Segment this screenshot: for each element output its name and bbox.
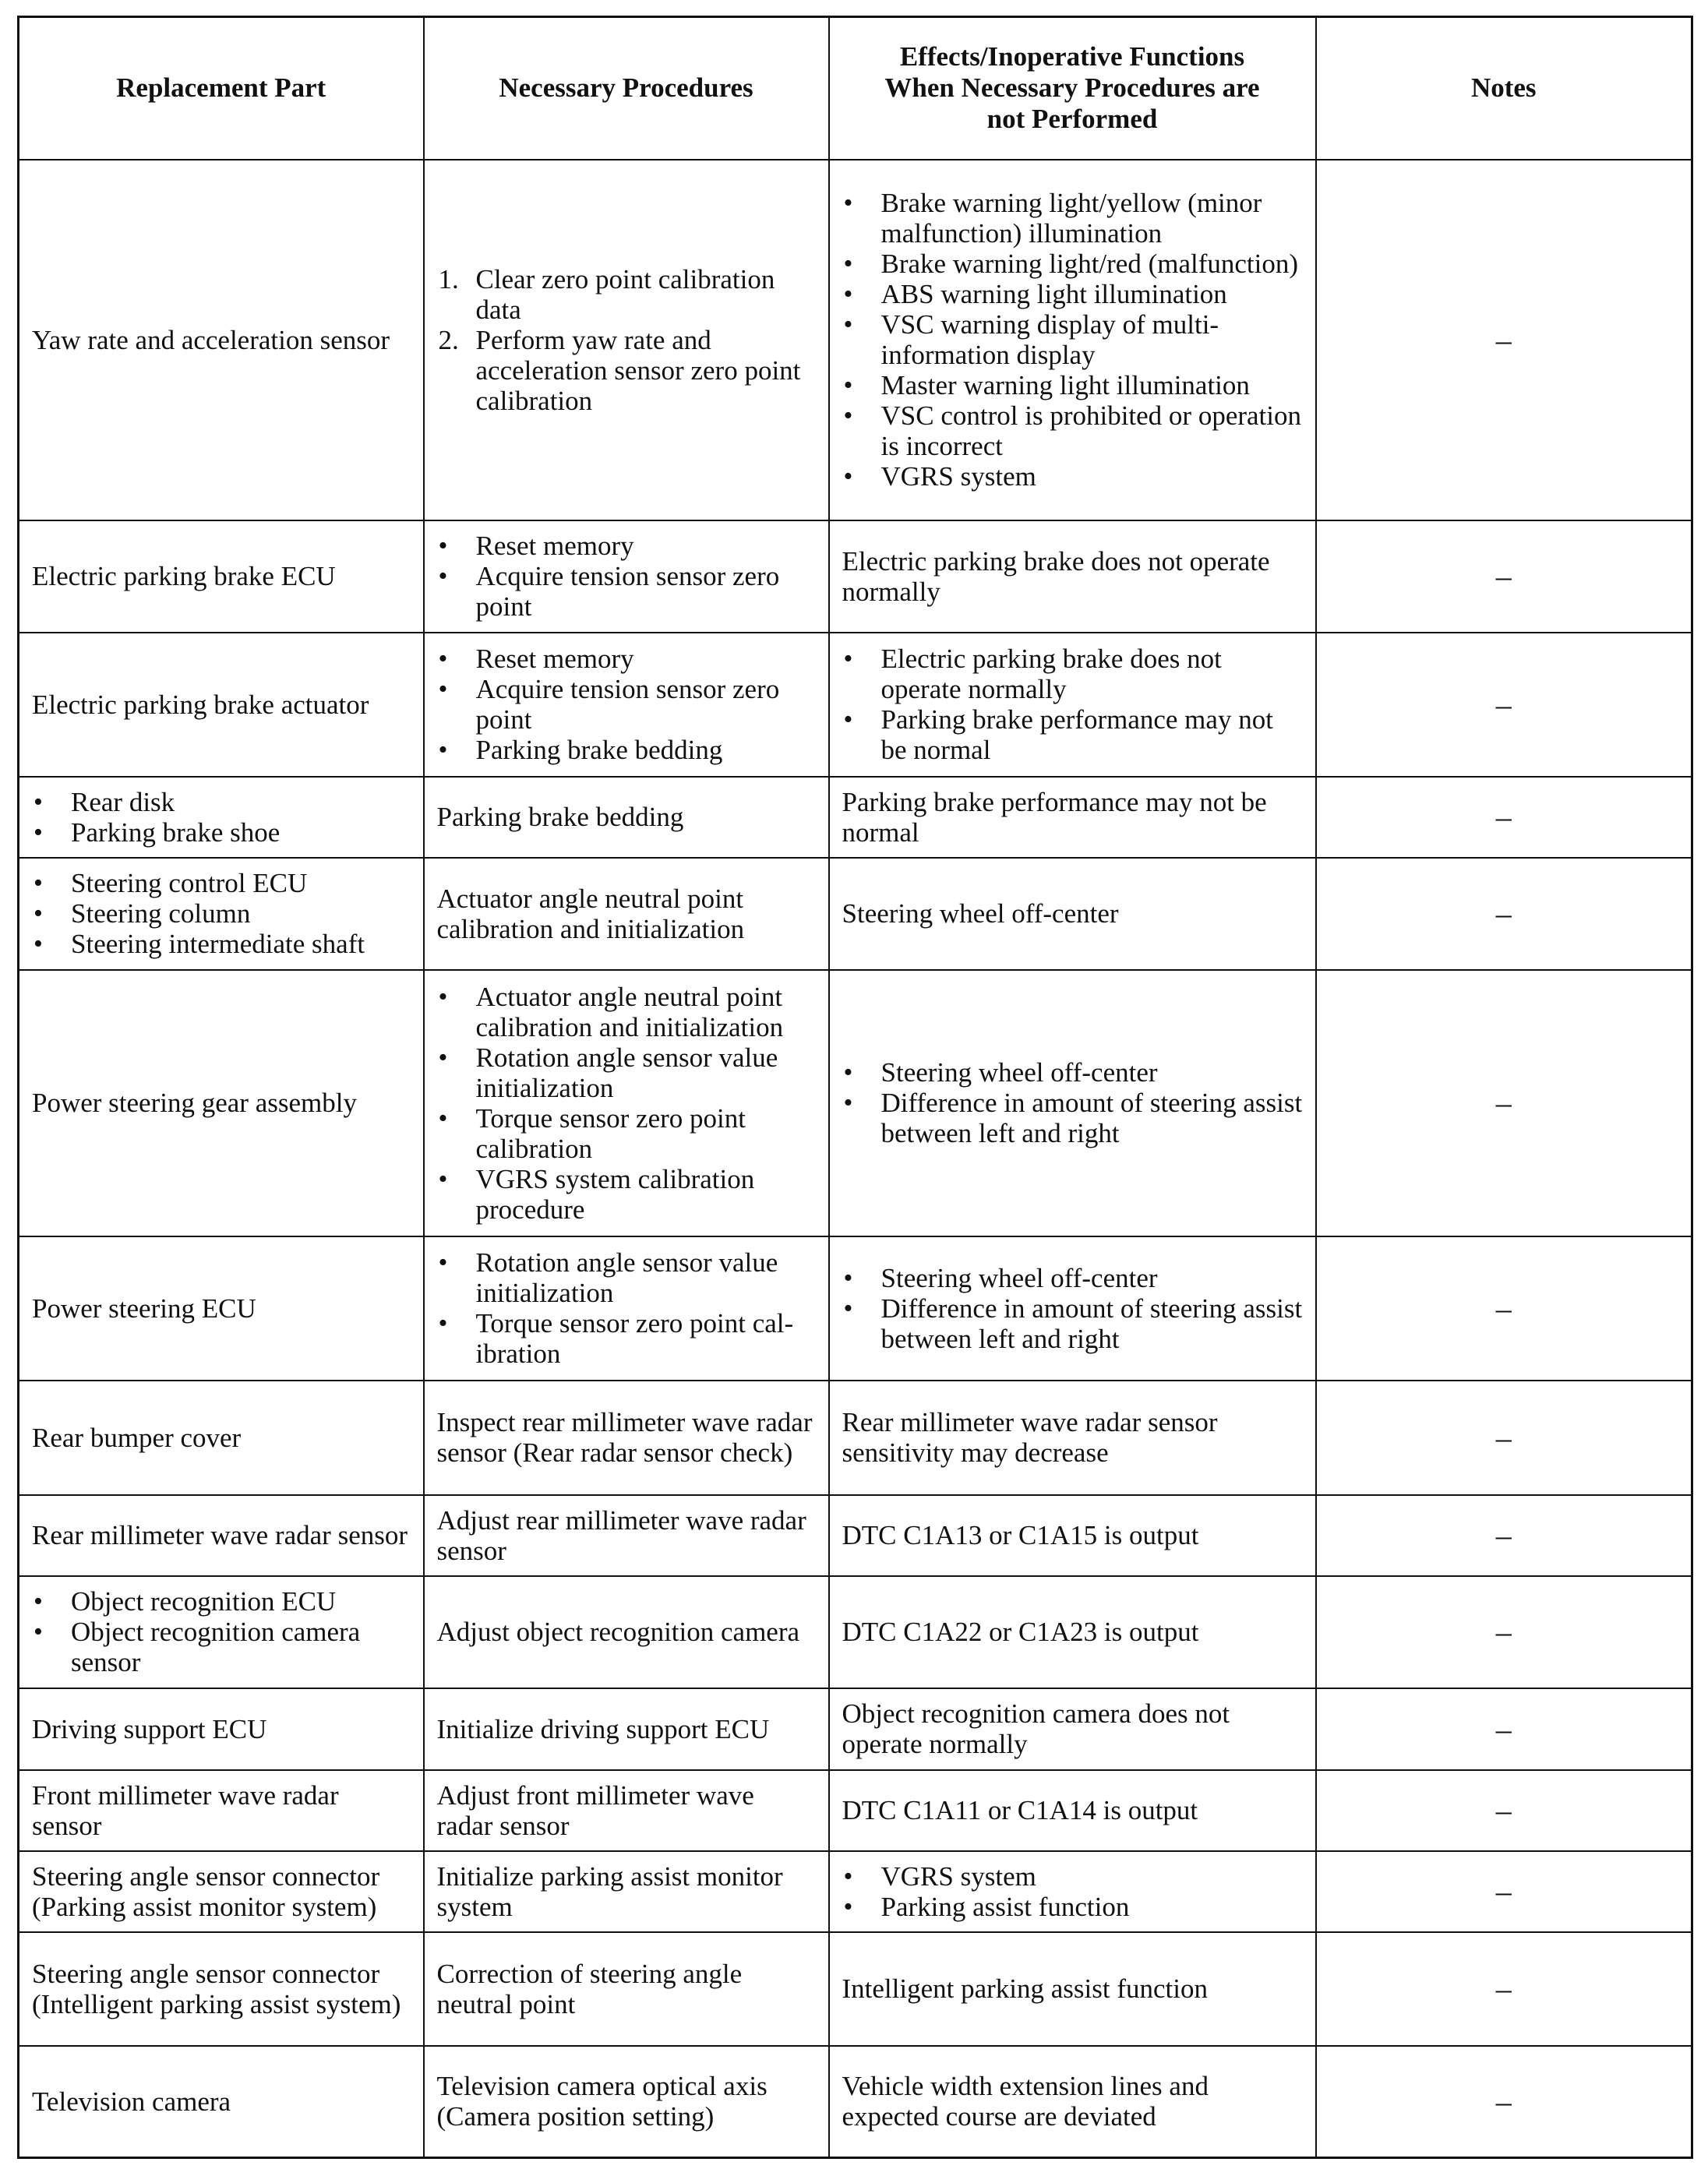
bullet-list	[842, 188, 1303, 492]
cell-necessary-procedures: Correction of steering angle neutral point	[424, 1932, 829, 2046]
list-item	[842, 461, 1303, 492]
list-item-text: Difference in amount of steering assist between left and right	[880, 1293, 1303, 1354]
cell-replacement-part: Rear millimeter wave radar sensor	[19, 1495, 424, 1576]
bullet-list	[842, 644, 1303, 765]
cell-replacement-part	[19, 858, 424, 970]
list-item-text: VGRS system	[880, 1860, 1036, 1892]
header-effects: Effects/Inoperative Functions When Necessary Procedures are not Performed	[829, 17, 1316, 160]
cell-necessary-procedures: Inspect rear millimeter wave radar sensor (Rear radar sensor check)	[424, 1381, 829, 1495]
cell-notes: –	[1316, 1851, 1692, 1932]
cell-notes: –	[1316, 1576, 1692, 1688]
bullet-list	[32, 787, 411, 848]
cell-effects: Electric parking brake does not operate normally	[829, 520, 1316, 633]
list-item-text: Parking assist function	[880, 1891, 1130, 1922]
list-item-text: Steering intermediate shaft	[71, 929, 365, 959]
table-row	[19, 1851, 1692, 1932]
table-row	[19, 1576, 1692, 1688]
cell-necessary-procedures: Adjust object recognition camera	[424, 1576, 829, 1688]
table-row	[19, 1688, 1692, 1770]
cell-effects	[829, 633, 1316, 777]
list-item	[842, 704, 1303, 765]
cell-notes: –	[1316, 633, 1692, 777]
list-item-text: Acquire tension sensor zero point	[475, 674, 780, 735]
list-item	[842, 309, 1303, 370]
list-item-text: Torque sensor zero point cal-ibration	[475, 1308, 794, 1369]
cell-necessary-procedures	[424, 970, 829, 1236]
list-item	[32, 868, 411, 898]
numbered-list	[437, 264, 816, 416]
list-item	[842, 370, 1303, 400]
table-body	[19, 160, 1692, 2158]
list-item-text: Brake warning light/red (malfunction)	[880, 249, 1299, 279]
cell-effects	[829, 160, 1316, 520]
list-item-text: VGRS system calibration procedure	[475, 1163, 755, 1225]
cell-replacement-part: Yaw rate and acceleration sensor	[19, 160, 424, 520]
list-number: 1.	[438, 263, 459, 294]
table-row	[19, 1495, 1692, 1576]
cell-replacement-part: Electric parking brake actuator	[19, 633, 424, 777]
list-item-text: Reset memory	[475, 644, 634, 674]
cell-necessary-procedures	[424, 160, 829, 520]
table-row	[19, 2046, 1692, 2158]
list-item	[842, 1263, 1303, 1293]
list-item	[437, 644, 816, 674]
table-row	[19, 633, 1692, 777]
list-item-text: Master warning light illumination	[880, 370, 1250, 400]
cell-effects: DTC C1A13 or C1A15 is output	[829, 1495, 1316, 1576]
list-item-text: Rotation angle sensor value initialization	[475, 1042, 778, 1103]
list-item	[842, 400, 1303, 461]
list-item	[437, 1247, 816, 1308]
cell-effects	[829, 1851, 1316, 1932]
cell-notes: –	[1316, 1932, 1692, 2046]
bullet-list	[437, 982, 816, 1225]
list-number: 2.	[438, 324, 459, 355]
cell-replacement-part: Driving support ECU	[19, 1688, 424, 1770]
cell-replacement-part: Steering angle sensor connector (Intelligent parking assist system)	[19, 1932, 424, 2046]
cell-necessary-procedures: Parking brake bedding	[424, 777, 829, 858]
cell-notes: –	[1316, 858, 1692, 970]
list-item-text: VSC warning display of multi-information display	[880, 309, 1219, 370]
list-item-text: Steering wheel off-center	[880, 1057, 1158, 1088]
list-item	[32, 787, 411, 817]
bullet-list	[437, 531, 816, 622]
cell-necessary-procedures: Adjust rear millimeter wave radar sensor	[424, 1495, 829, 1576]
cell-effects: Intelligent parking assist function	[829, 1932, 1316, 2046]
cell-replacement-part: Television camera	[19, 2046, 424, 2158]
list-item-text: Object recognition ECU	[71, 1586, 337, 1617]
list-item-text: Steering wheel off-center	[880, 1262, 1158, 1293]
list-item-text: ABS warning light illumination	[880, 279, 1227, 309]
list-item	[32, 929, 411, 959]
cell-replacement-part: Rear bumper cover	[19, 1381, 424, 1495]
list-item-text: VGRS system	[880, 461, 1036, 492]
header-notes: Notes	[1316, 17, 1692, 160]
cell-notes: –	[1316, 970, 1692, 1236]
cell-necessary-procedures: Initialize driving support ECU	[424, 1688, 829, 1770]
list-item	[842, 1892, 1303, 1922]
list-item-text: Difference in amount of steering assist between left and right	[880, 1088, 1303, 1148]
list-item	[32, 898, 411, 929]
cell-necessary-procedures: Television camera optical axis (Camera position setting)	[424, 2046, 829, 2158]
list-item	[437, 982, 816, 1042]
cell-necessary-procedures: Actuator angle neutral point calibration and initialization	[424, 858, 829, 970]
table-row	[19, 1236, 1692, 1381]
list-item	[842, 1057, 1303, 1088]
cell-replacement-part	[19, 1576, 424, 1688]
list-item-text: Acquire tension sensor zero point	[475, 561, 780, 622]
list-item	[842, 1293, 1303, 1354]
bullet-list	[32, 1586, 411, 1677]
cell-replacement-part: Power steering gear assembly	[19, 970, 424, 1236]
table-row	[19, 1770, 1692, 1851]
table-row	[19, 777, 1692, 858]
list-item-text: Clear zero point calibration data	[475, 263, 775, 325]
list-item-text: VSC control is prohibited or operation is incorrect	[880, 400, 1302, 461]
cell-notes: –	[1316, 520, 1692, 633]
bullet-list	[842, 1861, 1303, 1922]
list-item-text: Object recognition camera sensor	[71, 1617, 361, 1677]
bullet-list	[437, 644, 816, 765]
header-row	[19, 17, 1692, 160]
cell-necessary-procedures	[424, 633, 829, 777]
cell-notes: –	[1316, 2046, 1692, 2158]
list-item-text: Rotation angle sensor value initialization	[475, 1247, 778, 1308]
list-item	[437, 1308, 816, 1369]
cell-effects	[829, 1236, 1316, 1381]
list-item	[842, 1861, 1303, 1892]
list-item	[842, 279, 1303, 309]
bullet-list	[32, 868, 411, 959]
table-row	[19, 970, 1692, 1236]
cell-notes: –	[1316, 160, 1692, 520]
table-row	[19, 858, 1692, 970]
cell-necessary-procedures: Initialize parking assist monitor system	[424, 1851, 829, 1932]
cell-notes: –	[1316, 1236, 1692, 1381]
list-item	[437, 1164, 816, 1225]
list-item	[437, 1042, 816, 1103]
cell-replacement-part	[19, 777, 424, 858]
list-item-text: Reset memory	[475, 531, 634, 561]
list-item-text: Steering column	[71, 898, 251, 929]
list-item-text: Brake warning light/yellow (minor malfunction) illumination	[880, 188, 1262, 249]
header-replacement-part: Replacement Part	[19, 17, 424, 160]
list-item-text: Parking brake shoe	[71, 816, 281, 848]
list-item	[32, 817, 411, 848]
table-row	[19, 1381, 1692, 1495]
table-row	[19, 160, 1692, 520]
cell-necessary-procedures	[424, 1236, 829, 1381]
list-item-text: Torque sensor zero point calibration	[475, 1102, 746, 1164]
cell-replacement-part: Electric parking brake ECU	[19, 520, 424, 633]
list-item	[842, 188, 1303, 249]
table-row	[19, 1932, 1692, 2046]
list-item	[437, 674, 816, 735]
cell-notes: –	[1316, 777, 1692, 858]
cell-replacement-part: Steering angle sensor connector (Parking assist monitor system)	[19, 1851, 424, 1932]
cell-replacement-part: Power steering ECU	[19, 1236, 424, 1381]
table-row	[19, 520, 1692, 633]
list-item	[842, 249, 1303, 279]
list-item	[437, 325, 816, 416]
cell-effects: Rear millimeter wave radar sensor sensitivity may decrease	[829, 1381, 1316, 1495]
cell-notes: –	[1316, 1381, 1692, 1495]
cell-effects: DTC C1A11 or C1A14 is output	[829, 1770, 1316, 1851]
list-item-text: Perform yaw rate and acceleration sensor zero point calibration	[475, 324, 801, 416]
list-item	[32, 1586, 411, 1617]
cell-effects: Parking brake performance may not be normal	[829, 777, 1316, 858]
cell-notes: –	[1316, 1770, 1692, 1851]
cell-necessary-procedures	[424, 520, 829, 633]
cell-replacement-part: Front millimeter wave radar sensor	[19, 1770, 424, 1851]
list-item	[437, 531, 816, 561]
list-item-text: Parking brake bedding	[475, 735, 723, 765]
list-item	[437, 264, 816, 325]
list-item	[437, 1103, 816, 1164]
cell-effects	[829, 970, 1316, 1236]
cell-effects: Steering wheel off-center	[829, 858, 1316, 970]
bullet-list	[437, 1247, 816, 1369]
cell-effects: Object recognition camera does not operate normally	[829, 1688, 1316, 1770]
list-item-text: Actuator angle neutral point calibration and initialization	[475, 981, 784, 1042]
header-necessary-procedures: Necessary Procedures	[424, 17, 829, 160]
list-item	[842, 644, 1303, 704]
cell-notes: –	[1316, 1688, 1692, 1770]
replacement-procedures-table	[17, 16, 1693, 2159]
list-item-text: Electric parking brake does not operate normally	[880, 644, 1222, 704]
list-item-text: Rear disk	[71, 786, 175, 817]
list-item	[437, 561, 816, 622]
cell-effects: Vehicle width extension lines and expected course are deviated	[829, 2046, 1316, 2158]
bullet-list	[842, 1263, 1303, 1354]
cell-notes: –	[1316, 1495, 1692, 1576]
bullet-list	[842, 1057, 1303, 1148]
cell-necessary-procedures: Adjust front millimeter wave radar sensor	[424, 1770, 829, 1851]
cell-effects: DTC C1A22 or C1A23 is output	[829, 1576, 1316, 1688]
list-item-text: Steering control ECU	[71, 868, 308, 898]
list-item	[32, 1617, 411, 1677]
list-item-text: Parking brake performance may not be normal	[880, 704, 1273, 765]
list-item	[437, 735, 816, 765]
list-item	[842, 1088, 1303, 1148]
